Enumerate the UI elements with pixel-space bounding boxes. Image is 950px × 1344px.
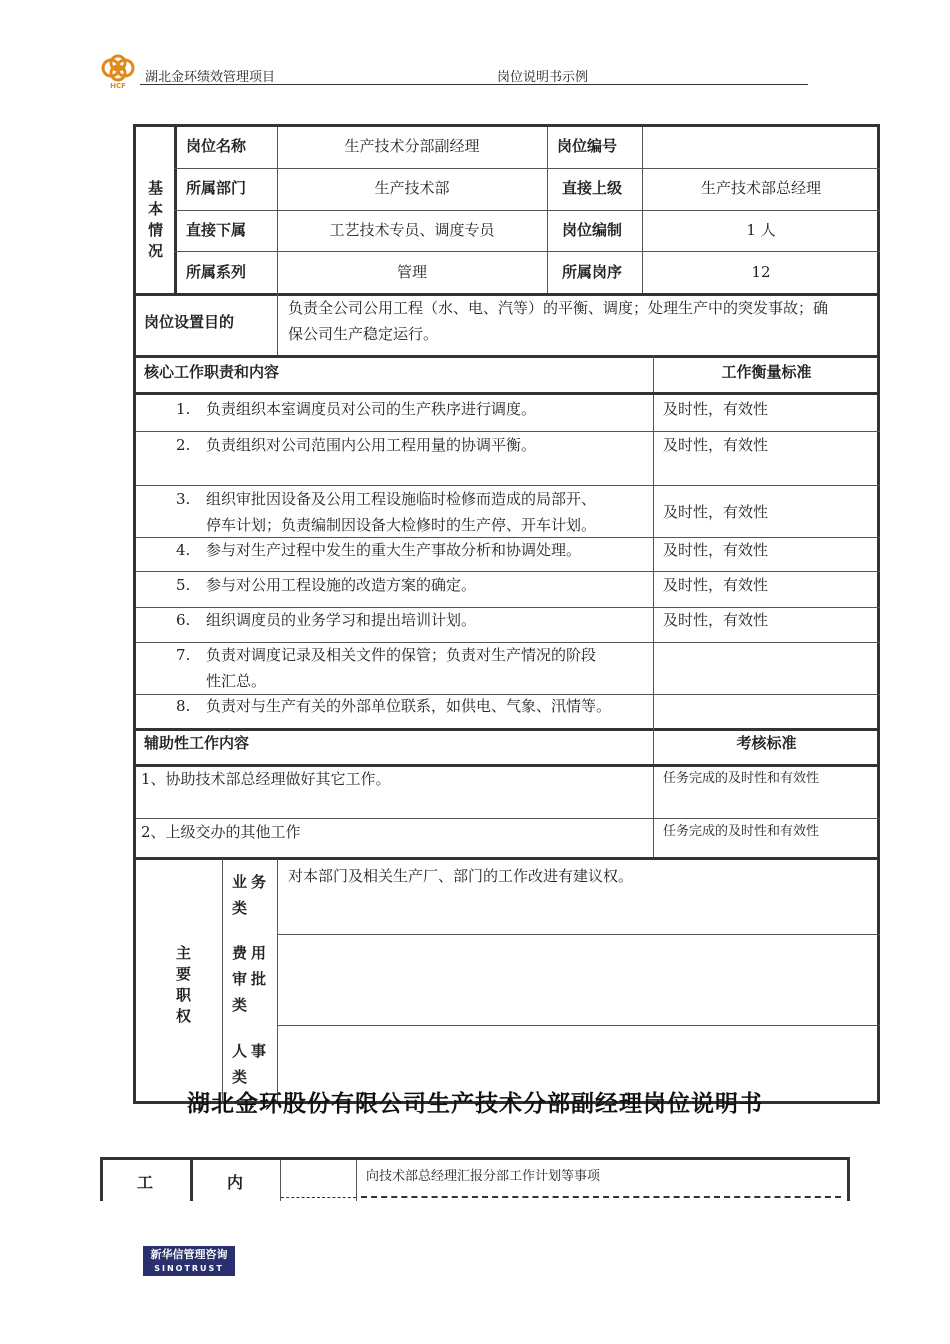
basic-section-label: 基本情况 — [146, 180, 164, 264]
core-item-standard: 及时性，有效性 — [663, 400, 769, 418]
value-rank: 12 — [751, 263, 771, 281]
second-table-col4: 向技术部总经理汇报分部工作计划等事项 — [366, 1169, 601, 1184]
job-description-table — [133, 124, 880, 1104]
core-item-text: 组织调度员的业务学习和提出培训计划。 — [206, 611, 477, 629]
project-name: 湖北金环绩效管理项目 — [145, 70, 276, 85]
label-position-name: 岗位名称 — [186, 137, 247, 155]
value-department: 生产技术部 — [374, 179, 450, 197]
core-item-text: 参与对公用工程设施的改造方案的确定。 — [206, 576, 477, 594]
core-item-text: 组织审批因设备及公用工程设施临时检修而造成的局部开、 — [206, 490, 597, 508]
label-department: 所属部门 — [186, 179, 247, 197]
authority-label-business: 业务类 — [232, 873, 271, 917]
aux-header-right: 考核标准 — [736, 734, 797, 752]
logo-text: HCF — [110, 82, 126, 90]
value-headcount: 1 人 — [746, 221, 776, 239]
aux-header-left: 辅助性工作内容 — [144, 734, 250, 752]
core-item-num: 6. — [176, 611, 191, 629]
label-direct-subordinates: 直接下属 — [186, 221, 247, 239]
core-item-standard: 及时性，有效性 — [663, 436, 769, 454]
core-item-text-cont: 停车计划；负责编制因设备大检修时的生产停、开车计划。 — [206, 516, 597, 534]
core-item-text: 参与对生产过程中发生的重大生产事故分析和协调处理。 — [206, 541, 582, 559]
label-direct-superior: 直接上级 — [562, 179, 623, 197]
core-item-num: 5. — [176, 576, 191, 594]
core-item-standard: 及时性，有效性 — [663, 503, 769, 521]
aux-item-text: 1、协助技术部总经理做好其它工作。 — [141, 770, 391, 788]
header-divider — [140, 84, 808, 85]
core-item-standard: 及时性，有效性 — [663, 576, 769, 594]
label-headcount: 岗位编制 — [562, 221, 623, 239]
second-table-col2: 内 — [227, 1173, 244, 1192]
label-series: 所属系列 — [186, 263, 247, 281]
dashed-divider — [361, 1196, 841, 1198]
sinotrust-logo-en: SINOTRUST — [154, 1264, 224, 1273]
purpose-text-line2: 保公司生产稳定运行。 — [288, 325, 439, 343]
authority-text-business: 对本部门及相关生产厂、部门的工作改进有建议权。 — [288, 867, 634, 885]
authority-label-personnel: 人事类 — [232, 1042, 271, 1086]
core-item-num: 1. — [176, 400, 191, 418]
second-table — [100, 1157, 850, 1201]
core-item-num: 7. — [176, 646, 191, 664]
value-direct-subordinates: 工艺技术专员、调度专员 — [329, 221, 495, 239]
core-item-num: 3. — [176, 490, 191, 508]
label-position-code: 岗位编号 — [557, 137, 618, 155]
second-table-col1: 工 — [137, 1173, 154, 1192]
aux-item-standard: 任务完成的及时性和有效性 — [663, 771, 820, 786]
core-header-left: 核心工作职责和内容 — [144, 363, 280, 381]
authority-label-expense: 费用审批类 — [232, 944, 271, 1014]
core-item-text: 负责对调度记录及相关文件的保管；负责对生产情况的阶段 — [206, 646, 597, 664]
company-logo — [100, 54, 136, 90]
value-direct-superior: 生产技术部总经理 — [700, 179, 821, 197]
aux-item-standard: 任务完成的及时性和有效性 — [663, 824, 820, 839]
document-title: 湖北金环股份有限公司生产技术分部副经理岗位说明书 — [187, 1091, 763, 1117]
core-item-text-cont: 性汇总。 — [206, 672, 267, 690]
purpose-text-line1: 负责全公司公用工程（水、电、汽等）的平衡、调度；处理生产中的突发事故；确 — [288, 299, 829, 317]
sinotrust-logo-cn: 新华信管理咨询 — [150, 1248, 228, 1261]
sinotrust-logo — [143, 1246, 235, 1276]
doc-type: 岗位说明书示例 — [497, 70, 589, 85]
label-rank: 所属岗序 — [562, 263, 623, 281]
dashed-divider — [281, 1197, 356, 1198]
core-item-num: 4. — [176, 541, 191, 559]
value-position-name: 生产技术分部副经理 — [344, 137, 480, 155]
core-item-standard: 及时性，有效性 — [663, 541, 769, 559]
core-item-num: 2. — [176, 436, 191, 454]
purpose-label: 岗位设置目的 — [144, 313, 235, 331]
core-item-text: 负责对与生产有关的外部单位联系，如供电、气象、汛情等。 — [206, 697, 612, 715]
core-item-text: 负责组织本室调度员对公司的生产秩序进行调度。 — [206, 400, 537, 418]
core-header-right: 工作衡量标准 — [721, 363, 812, 381]
value-series: 管理 — [396, 263, 427, 281]
aux-item-text: 2、上级交办的其他工作 — [141, 823, 301, 841]
core-item-text: 负责组织对公司范围内公用工程用量的协调平衡。 — [206, 436, 537, 454]
core-item-standard: 及时性，有效性 — [663, 611, 769, 629]
core-item-num: 8. — [176, 697, 191, 715]
authority-section-label: 主要职权 — [174, 945, 192, 1029]
